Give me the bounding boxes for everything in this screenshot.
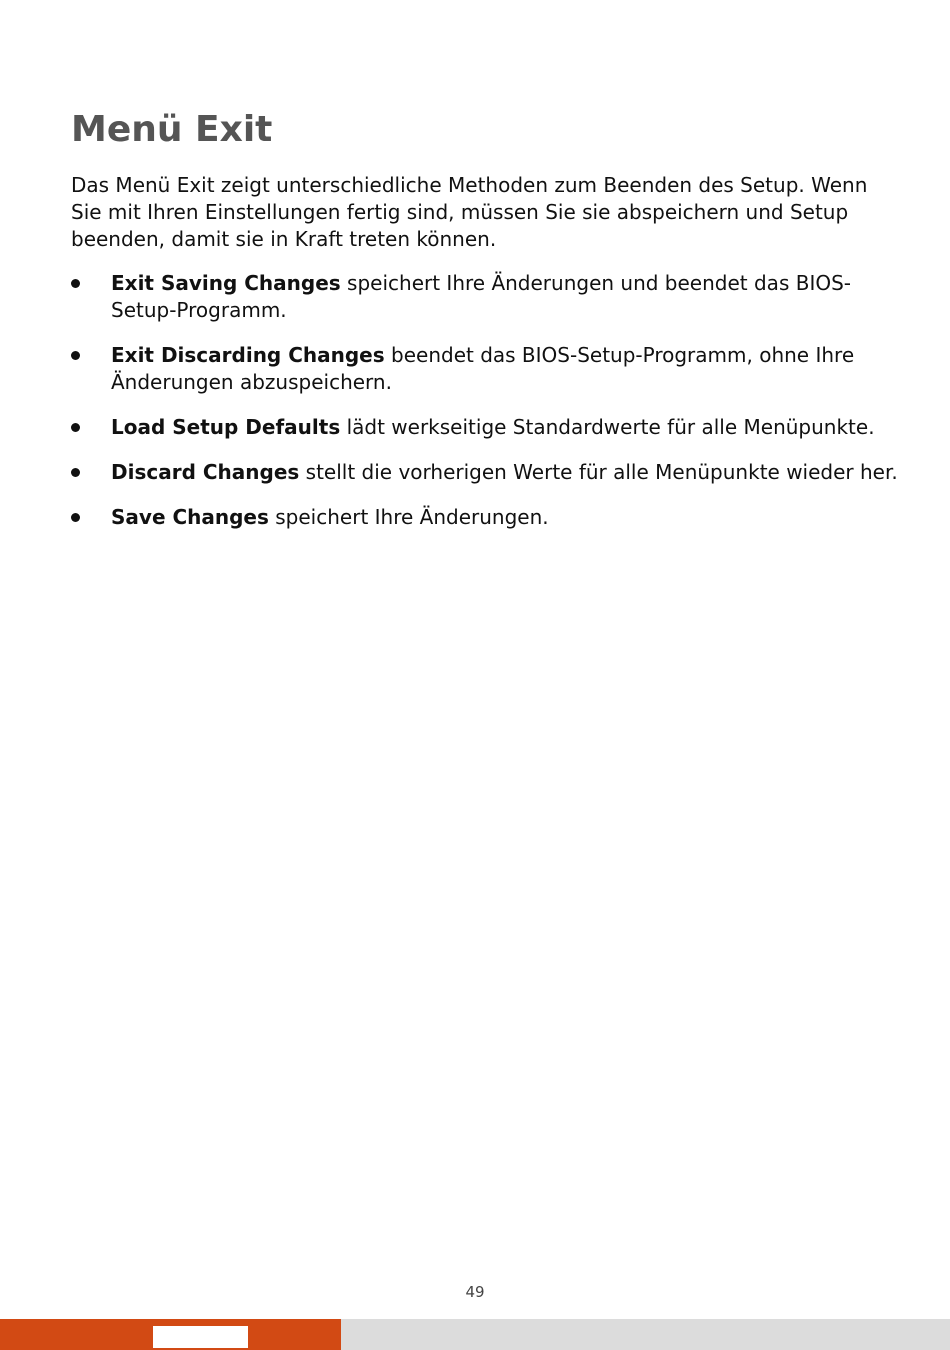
option-term: Exit Saving Changes	[111, 271, 341, 295]
bullet-icon	[71, 351, 80, 360]
option-description: speichert Ihre Änderungen und beendet das BIOS-Setup-Programm.	[111, 271, 851, 322]
exit-options-list	[71, 270, 901, 549]
option-description: lädt werkseitige Standardwerte für alle Menüpunkte.	[340, 415, 875, 439]
bullet-icon	[71, 279, 80, 288]
intro-paragraph: Das Menü Exit zeigt unterschiedliche Methoden zum Beenden des Setup. Wenn Sie mit Ihren Einstellungen fertig sind, müssen Sie sie abspeichern und Setup beenden, damit sie in Kraft treten können.	[71, 173, 868, 251]
option-description: speichert Ihre Änderungen.	[268, 505, 549, 529]
list-item	[71, 504, 901, 531]
list-item	[71, 342, 901, 396]
list-item	[71, 459, 901, 486]
page-title: Menü Exit	[71, 109, 273, 150]
option-term: Discard Changes	[111, 460, 300, 484]
page-number: 49	[465, 1283, 485, 1301]
list-item	[71, 270, 901, 324]
footer-bar	[0, 1319, 950, 1350]
option-term: Exit Discarding Changes	[111, 343, 385, 367]
option-description: stellt die vorherigen Werte für alle Menüpunkte wieder her.	[299, 460, 898, 484]
option-term: Save Changes	[111, 505, 269, 529]
option-term: Load Setup Defaults	[111, 415, 341, 439]
bullet-icon	[71, 468, 80, 477]
bullet-icon	[71, 423, 80, 432]
option-description: beendet das BIOS-Setup-Programm, ohne Ihre Änderungen abzuspeichern.	[111, 343, 855, 394]
list-item	[71, 414, 901, 441]
footer-accent-band	[0, 1319, 341, 1350]
footer-tab-marker	[153, 1326, 248, 1348]
bullet-icon	[71, 513, 80, 522]
